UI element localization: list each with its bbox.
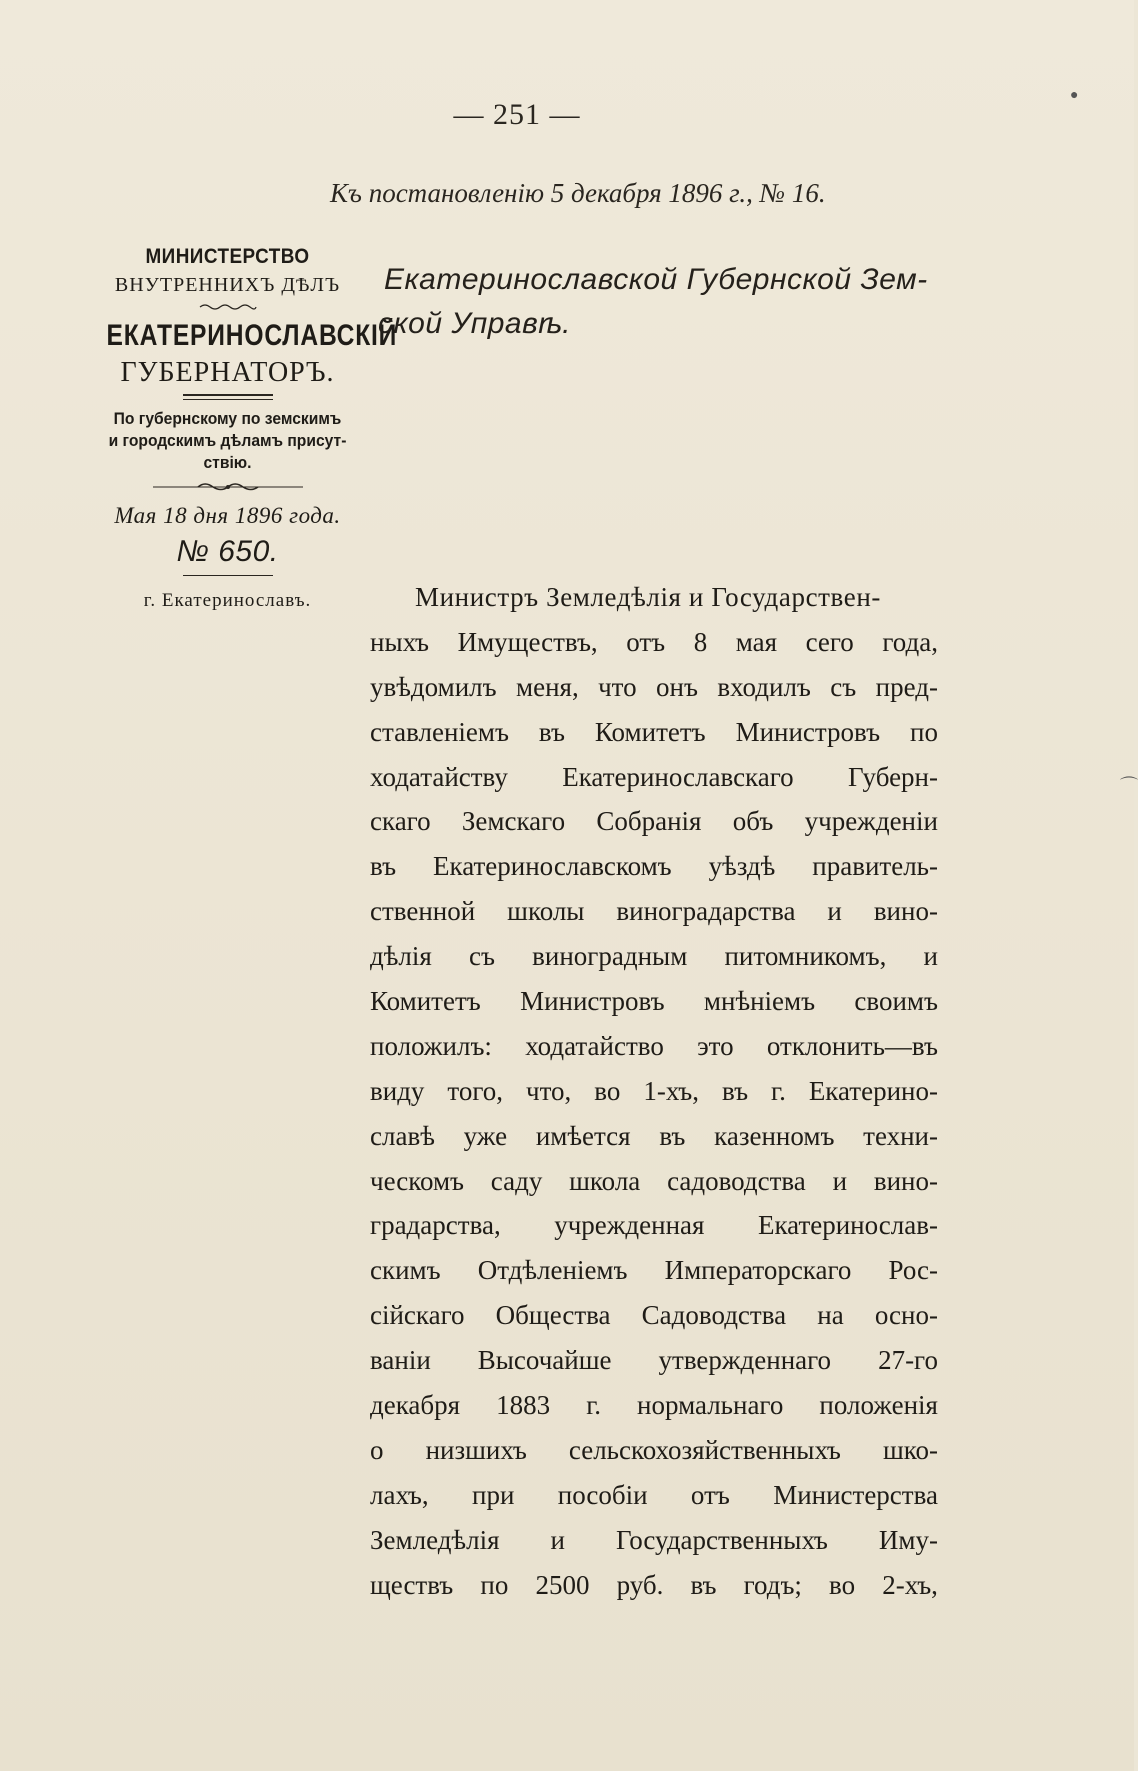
body-line: славѣ уже имѣется въ казенномъ техни- [370,1120,938,1151]
body-line: положилъ: ходатайство это отклонить—въ [370,1030,938,1061]
place-of-issue: г. Екатеринославъ. [143,590,312,611]
document-date: Мая 18 дня 1896 года. [114,503,341,528]
letterhead [80,244,398,612]
squiggle-ornament-icon [198,303,258,311]
body-line: въ Екатеринославскомъ уѣздѣ правитель- [370,851,938,882]
body-line: Министръ Земледѣлія и Государствен- [415,582,881,612]
presence-department [92,408,363,474]
body-line: дѣлія съ виноградным питомникомъ, и [370,941,938,972]
body-line: декабря 1883 г. нормальнаго положенія [370,1390,938,1421]
presence-line: и городскимъ дѣламъ присут- [108,431,347,450]
body-line: увѣдомилъ меня, что онъ входилъ съ пред- [370,671,938,702]
addressee [378,258,944,346]
body-line: ваніи Высочайше утвержденнаго 27-го [370,1345,938,1376]
presence-line: По губернскому по земскимъ [113,409,342,428]
page-speck-icon: ● [1070,88,1079,103]
body-line: ческомъ саду школа садоводства и вино- [370,1165,938,1196]
addressee-line: ской Управѣ. [378,307,571,340]
body-line: ществъ по 2500 руб. въ годъ; во 2-хъ, [370,1569,938,1600]
governor-office: ЕКАТЕРИНОСЛАВСКІЙ [106,319,398,352]
ornament-divider-icon [153,480,303,492]
governor-title: ГУБЕРНАТОРЪ. [120,357,335,388]
body-line: скимъ Отдѣленіемъ Императорскаго Рос- [370,1255,938,1286]
body-line: скаго Земскаго Собранія объ учрежденіи [370,806,938,837]
body-line: ныхъ Имуществъ, отъ 8 мая сего года, [370,626,938,657]
ministry-name: МИНИСТЕРСТВО [145,245,310,268]
double-rule-divider [183,394,273,400]
letter-body [370,575,938,1607]
margin-mark-icon: ⌒ [1120,776,1138,796]
body-line: ходатайству Екатеринославскаго Губерн- [370,761,938,792]
body-line: градарства, учрежденная Екатеринослав- [370,1210,938,1241]
body-line: лахъ, при пособіи отъ Министерства [370,1479,938,1510]
page-number: — 251 — [453,98,581,131]
body-line: Земледѣлія и Государственныхъ Иму- [370,1524,938,1555]
resolution-reference: Къ постановленію 5 декабря 1896 г., № 16. [330,178,826,208]
addressee-line: Екатеринославской Губернской Зем- [384,263,928,296]
body-line: ственной школы виноградарства и вино- [370,896,938,927]
ministry-department: ВНУТРЕННИХЪ ДѢЛЪ [114,274,341,296]
body-line: ставленіемъ въ Комитетъ Министровъ по [370,716,938,747]
body-line: виду того, что, во 1-хъ, въ г. Екатерино- [370,1075,938,1106]
presence-line: ствію. [203,453,252,472]
body-line: сійскаго Общества Садоводства на осно- [370,1300,938,1331]
body-line: Комитетъ Министровъ мнѣніемъ своимъ [370,986,938,1017]
short-rule-divider [183,575,273,576]
body-line: о низшихъ сельскохозяйственныхъ шко- [370,1434,938,1465]
document-number: № 650. [176,535,279,568]
